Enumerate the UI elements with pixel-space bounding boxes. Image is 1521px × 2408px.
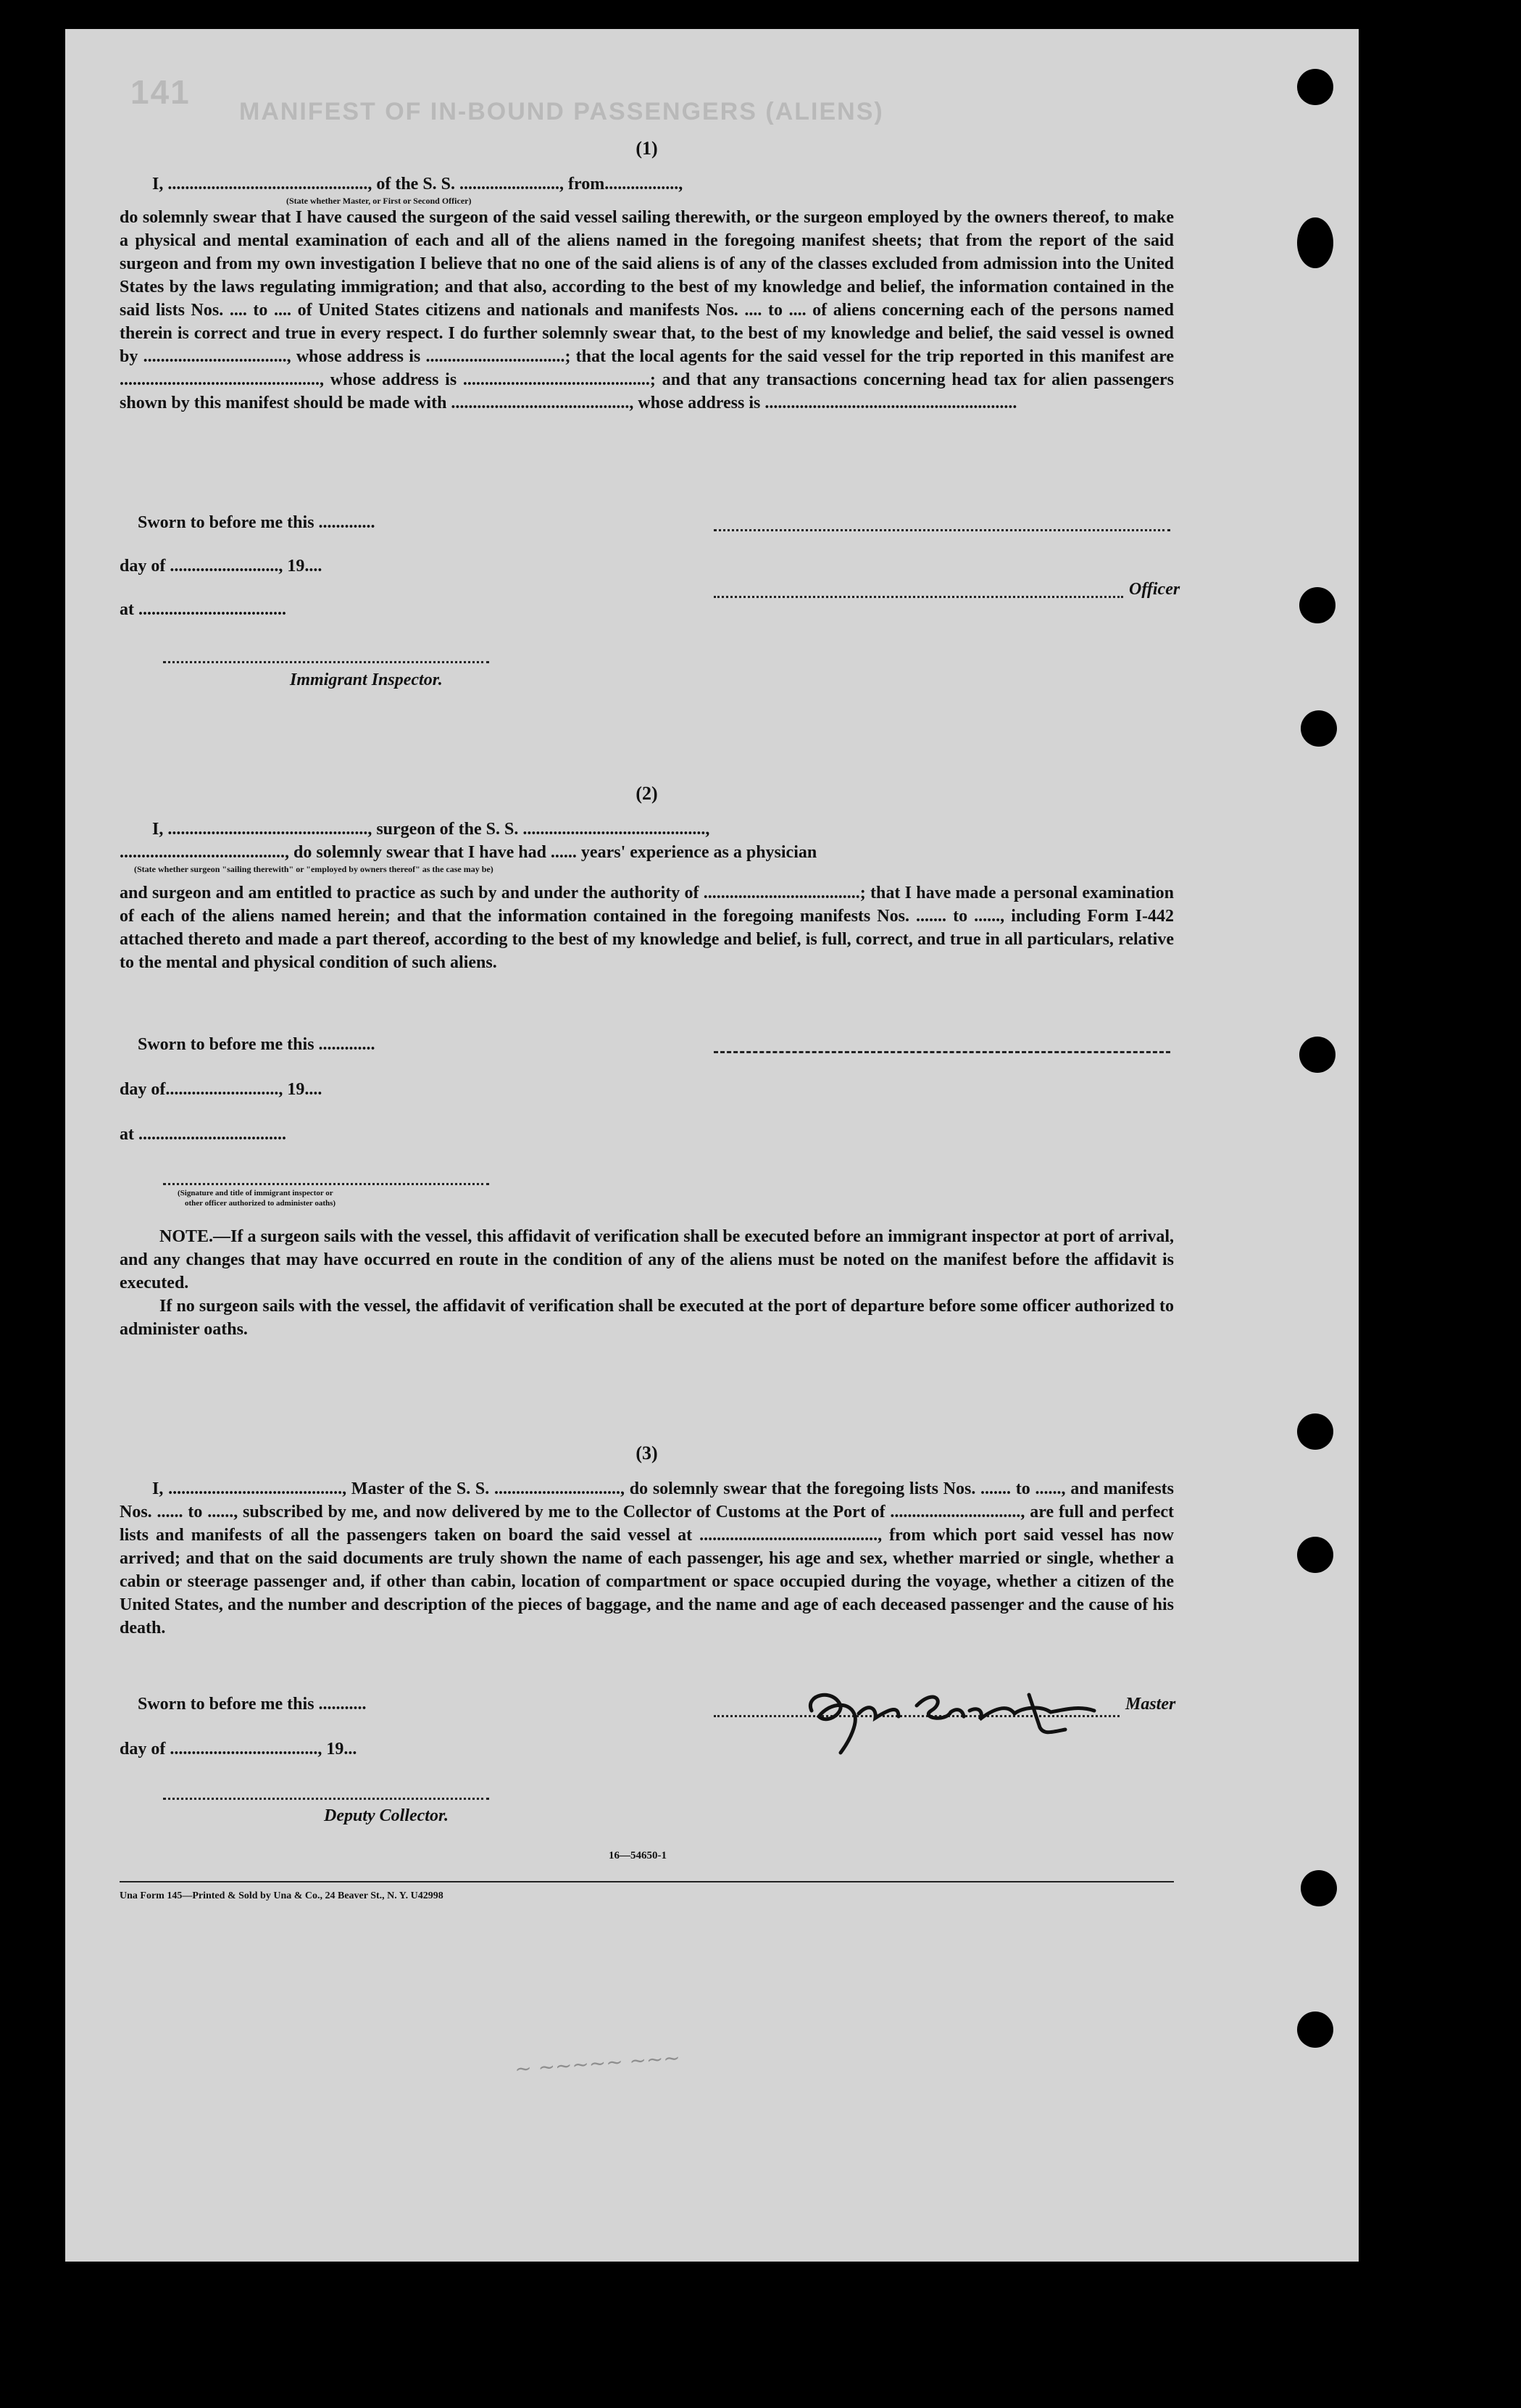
section-2-note-2: If no surgeon sails with the vessel, the affidavit of verification shall be executed at the port of departure before some officer authorized to administer oaths. xyxy=(120,1297,1174,1339)
section-1-inspector-line xyxy=(163,661,489,663)
section-2-notes xyxy=(120,1225,1174,1341)
section-2-line-1: I, .............................................., surgeon of the S. S. .........................................., xyxy=(152,820,710,839)
section-3-master-label: Master xyxy=(1125,1695,1176,1714)
section-1-heading: (1) xyxy=(636,138,658,159)
section-1-signature-line xyxy=(714,529,1170,531)
section-2 xyxy=(120,783,1174,974)
binder-hole-6 xyxy=(1297,1413,1333,1450)
ghost-title: MANIFEST OF IN-BOUND PASSENGERS (ALIENS) xyxy=(239,98,884,125)
section-2-sig-note-1: (Signature and title of immigrant inspector or xyxy=(178,1189,333,1197)
section-2-note-1: NOTE.—If a surgeon sails with the vessel, this affidavit of verification shall be executed before an immigrant inspector at port of arrival, and any changes that may have occurred en route in the condition of any of the aliens must be noted on the manifest before the affidavit is executed. xyxy=(120,1227,1174,1292)
section-2-sworn-line: Sworn to before me this ............. xyxy=(138,1035,375,1054)
section-1-inspector-label: Immigrant Inspector. xyxy=(290,670,443,689)
document-page xyxy=(65,29,1359,2262)
footer-rule xyxy=(120,1881,1174,1882)
section-2-inspector-line xyxy=(163,1183,489,1185)
section-1-at-line: at .................................. xyxy=(120,600,286,619)
section-1-line-1-note: (State whether Master, or First or Second Officer) xyxy=(286,196,472,206)
form-code: 16—54650-1 xyxy=(609,1850,667,1861)
section-2-heading: (2) xyxy=(636,783,658,804)
section-2-sig-note-2: other officer authorized to administer oaths) xyxy=(185,1199,336,1208)
section-3 xyxy=(120,1442,1174,1640)
section-1-officer-label: Officer xyxy=(1129,580,1180,599)
section-2-line-2-note: (State whether surgeon "sailing therewith" or "employed by owners thereof" as the case may be) xyxy=(134,864,493,874)
section-1-officer-line xyxy=(714,596,1123,598)
section-1 xyxy=(120,138,1174,415)
section-3-day-line: day of .................................., 19... xyxy=(120,1740,357,1759)
section-2-line-2: ......................................, do solemnly swear that I have had ...... years' experience as a physician xyxy=(120,843,817,862)
section-2-signature-line xyxy=(714,1051,1170,1053)
binder-hole-8 xyxy=(1301,1870,1337,1906)
binder-hole-4 xyxy=(1301,710,1337,747)
binder-hole-3 xyxy=(1299,587,1335,623)
binder-hole-2 xyxy=(1297,217,1333,268)
section-3-collector-line xyxy=(163,1798,489,1800)
section-3-heading: (3) xyxy=(636,1442,658,1464)
ghost-form-number: 141 xyxy=(130,73,191,111)
binder-hole-5 xyxy=(1299,1037,1335,1073)
section-1-body: do solemnly swear that I have caused the surgeon of the said vessel sailing therewith, or the surgeon employed by the owners thereof, to make a physical and mental examination of each and all of the aliens named in the foregoing manifest sheets; that from the report of the said surgeon and from my own investigation I believe that no one of the said aliens is of any of the classes excluded from admission into the United States by the laws regulating immigration; and that also, according to the best of my knowledge and belief, the information contained in the said lists Nos. .... to .... of United States citizens and nationals and manifests Nos. .... to .... of aliens concerning each of the persons named therein is correct and true in every respect. I do further solemnly swear that, to the best of my knowledge and belief, the said vessel is owned by ................................., whose address is ................................; that the local agents for the said vessel for the trip reported in this manifest are .............................................., whose address is ...........................................; and that any transactions concerning head tax for alien passengers shown by this manifest should be made with ........................................., whose address is .......................................................... xyxy=(120,208,1174,412)
binder-hole-7 xyxy=(1297,1537,1333,1573)
section-3-sworn-line: Sworn to before me this ........... xyxy=(138,1695,367,1714)
section-1-sworn-line: Sworn to before me this ............. xyxy=(138,513,375,532)
binder-hole-1 xyxy=(1297,69,1333,105)
section-3-collector-label: Deputy Collector. xyxy=(324,1806,449,1825)
section-2-at-line: at .................................. xyxy=(120,1125,286,1144)
section-2-day-line: day of.........................., 19.... xyxy=(120,1080,322,1099)
master-signature xyxy=(790,1666,1138,1760)
binder-hole-9 xyxy=(1297,2011,1333,2048)
section-3-body: I, ........................................, Master of the S. S. ............................., do solemnly swear that the foregoing lists Nos. ....... to ......, and manifests Nos. ...... to ......, subscribed by me, and now delivered by me to the Collector of Customs at the Port of .............................., are full and perfect lists and manifests of all the passengers taken on board the said vessel at ........................................., from which port said vessel has now arrived; and that on the said documents are truly shown the name of each passenger, his age and sex, whether married or single, whether a cabin or steerage passenger and, if other than cabin, location of compartment or space occupied during the voyage, whether a citizen of the United States, and the number and description of the pieces of baggage, and the name and age of each deceased passenger and the cause of his death. xyxy=(120,1479,1174,1637)
pencil-notation: ~ ~~~~~ ~~~ xyxy=(514,2046,681,2081)
section-1-day-line: day of ........................., 19.... xyxy=(120,557,322,576)
printer-imprint: Una Form 145—Printed & Sold by Una & Co., 24 Beaver St., N. Y. U42998 xyxy=(120,1890,443,1901)
section-2-body: and surgeon and am entitled to practice as such by and under the authority of ....................................; that I have made a personal examination of each of the aliens named herein; and that the information contained in the foregoing manifests Nos. ....... to ......, including Form I-442 attached thereto and made a part thereof, according to the best of my knowledge and belief, is full, correct, and true in all particulars, relative to the mental and physical condition of such aliens. xyxy=(120,884,1174,972)
section-1-line-1: I, .............................................., of the S. S. ......................., from................., xyxy=(152,175,683,194)
